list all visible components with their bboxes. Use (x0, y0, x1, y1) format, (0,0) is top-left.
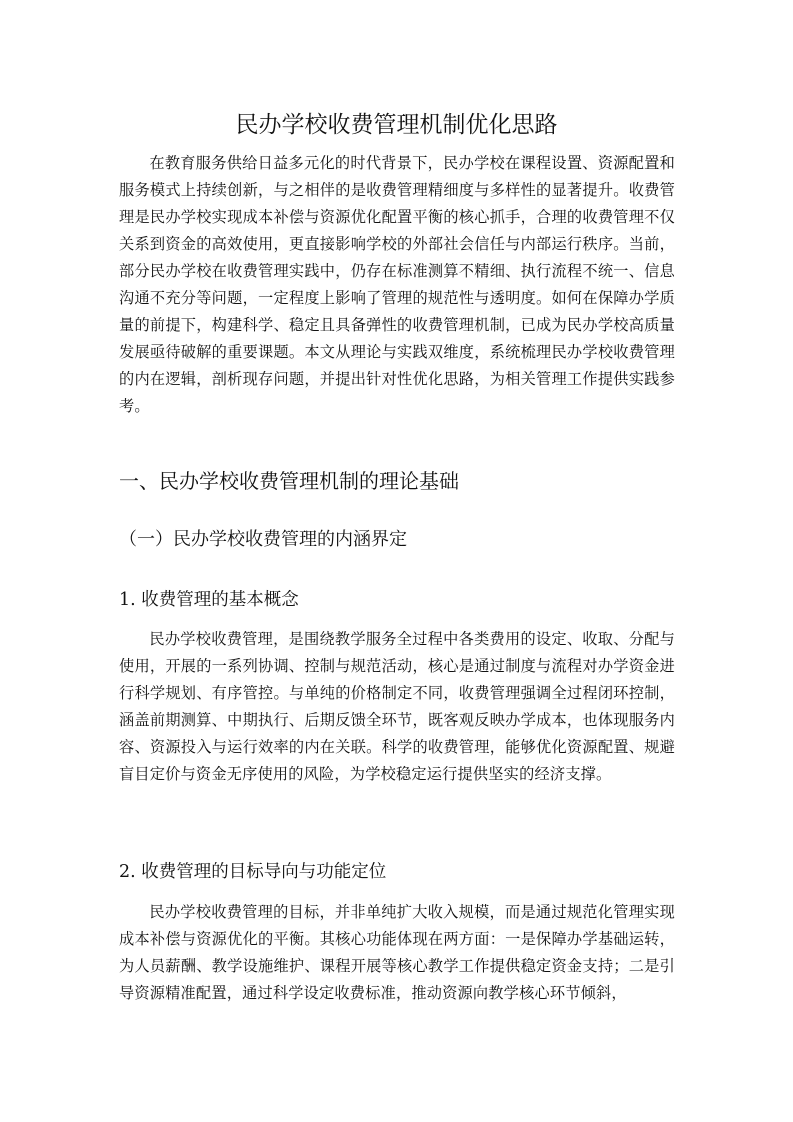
item-heading-2-text: 收费管理的目标导向与功能定位 (141, 862, 387, 882)
subsection-heading: （一）民办学校收费管理的内涵界定 (119, 529, 407, 550)
item-heading-1 (119, 586, 299, 614)
document-title: 民办学校收费管理机制优化思路 (235, 112, 558, 138)
item-heading-1-text: 收费管理的基本概念 (141, 590, 299, 610)
intro-paragraph: 在教育服务供给日益多元化的时代背景下，民办学校在课程设置、资源配置和服务模式上持续创新，与之相伴的是收费管理精细度与多样性的显著提升。收费管理是民办学校实现成本补偿与资源优化配置平衡的核心抓手，合理的收费管理不仅关系到资金的高效使用，更直接影响学校的外部社会信任与内部运行秩序。当前，部分民办学校在收费管理实践中，仍存在标准测算不精细、执行流程不统一、信息沟通不充分等问题，一定程度上影响了管理的规范性与透明度。如何在保障办学质量的前提下，构建科学、稳定且具备弹性的收费管理机制，已成为民办学校高质量发展亟待破解的重要课题。本文从理论与实践双维度，系统梳理民办学校收费管理的内在逻辑，剖析现存问题，并提出针对性优化思路，为相关管理工作提供实践参考。 (119, 154, 675, 415)
item-heading-2 (119, 858, 386, 886)
section-heading: 一、民办学校收费管理机制的理论基础 (119, 469, 459, 493)
item-number-2: 2. (119, 862, 136, 882)
item-paragraph-2: 民办学校收费管理的目标，并非单纯扩大收入规模，而是通过规范化管理实现成本补偿与资源优化的平衡。其核心功能体现在两方面：一是保障办学基础运转，为人员薪酬、教学设施维护、课程开展等核心教学工作提供稳定资金支持；二是引导资源精准配置，通过科学设定收费标准，推动资源向教学核心环节倾斜， (119, 903, 675, 1002)
item-paragraph-1: 民办学校收费管理，是围绕教学服务全过程中各类费用的设定、收取、分配与使用，开展的一系列协调、控制与规范活动，核心是通过制度与流程对办学资金进行科学规划、有序管控。与单纯的价格制定不同，收费管理强调全过程闭环控制，涵盖前期测算、中期执行、后期反馈全环节，既客观反映办学成本，也体现服务内容、资源投入与运行效率的内在关联。科学的收费管理，能够优化资源配置、规避盲目定价与资金无序使用的风险，为学校稳定运行提供坚实的经济支撑。 (119, 630, 675, 783)
item-number-1: 1. (119, 590, 136, 610)
